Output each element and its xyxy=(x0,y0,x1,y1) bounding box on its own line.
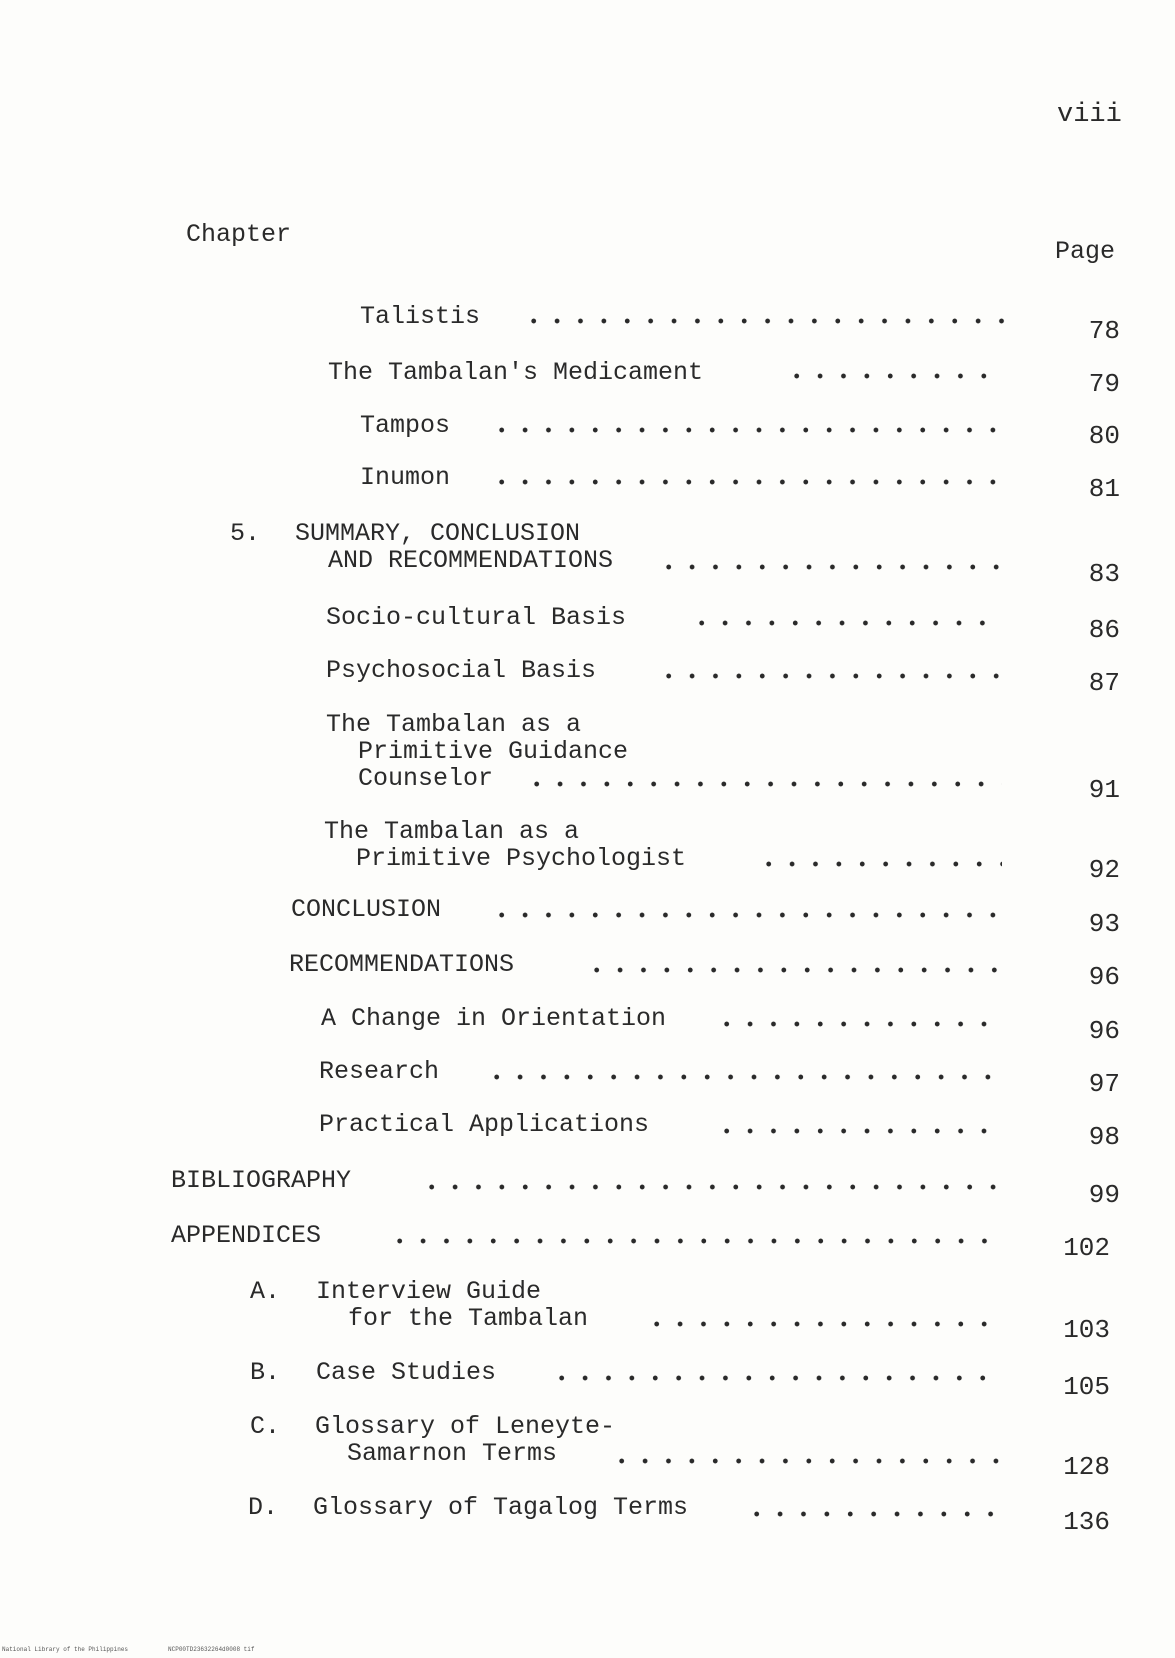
toc-entry-appendix-b xyxy=(0,1359,1175,1419)
page-number: viii xyxy=(1057,100,1122,130)
toc-entry-title-line-1: The Tambalan as a xyxy=(324,817,580,846)
toc-entry-research xyxy=(0,1058,1175,1118)
toc-entry-title: Socio-cultural Basis xyxy=(326,603,627,632)
toc-entry-page: 128 xyxy=(1063,1452,1110,1482)
appendix-label: D. xyxy=(248,1493,279,1522)
appendix-label: C. xyxy=(250,1412,281,1441)
scan-code: NCP00TD23632264d0008 tif xyxy=(168,1646,255,1653)
dot-leader xyxy=(690,620,1002,626)
toc-entry-title: A Change in Orientation xyxy=(321,1004,667,1033)
appendix-label: B. xyxy=(250,1358,281,1387)
toc-entry-title: Research xyxy=(319,1057,440,1086)
toc-entry-page: 99 xyxy=(1088,1180,1120,1210)
toc-entry-appendix-a xyxy=(0,1277,1175,1345)
toc-entry-title: Glossary of Tagalog Terms xyxy=(313,1493,689,1522)
toc-entry-title-line-2: Primitive Psychologist xyxy=(356,844,687,873)
toc-entry-title: Talistis xyxy=(360,302,481,331)
dot-leader xyxy=(550,1375,1002,1381)
dot-leader xyxy=(490,912,1002,918)
toc-entry-page: 102 xyxy=(1063,1233,1110,1263)
toc-entry-guidance-counselor xyxy=(0,710,1175,805)
dot-leader xyxy=(610,1458,1002,1464)
dot-leader xyxy=(525,781,1002,787)
dot-leader xyxy=(490,427,1000,433)
toc-entry-page: 79 xyxy=(1088,369,1120,399)
toc-entry-page: 97 xyxy=(1088,1069,1120,1099)
toc-entry-title-line-2: AND RECOMMENDATIONS xyxy=(328,546,614,575)
toc-entry-page: 80 xyxy=(1088,421,1120,451)
toc-entry-psychosocial-basis xyxy=(0,657,1175,717)
toc-entry-page: 78 xyxy=(1088,316,1120,346)
dot-leader xyxy=(745,1511,1002,1517)
toc-entry-medicament xyxy=(0,359,1175,419)
toc-entry-page: 136 xyxy=(1063,1507,1110,1537)
toc-entry-page: 83 xyxy=(1088,559,1120,589)
dot-leader xyxy=(522,318,1007,324)
dot-leader xyxy=(785,373,1000,379)
toc-entry-page: 81 xyxy=(1088,474,1120,504)
toc-entry-chapter-5 xyxy=(0,519,1175,589)
dot-leader xyxy=(485,1074,1002,1080)
toc-entry-page: 87 xyxy=(1088,668,1120,698)
toc-entry-title-line-1: SUMMARY, CONCLUSION xyxy=(295,519,581,548)
toc-entry-title-line-3: Counselor xyxy=(358,764,494,793)
toc-entry-title: APPENDICES xyxy=(171,1221,322,1250)
toc-entry-primitive-psychologist xyxy=(0,817,1175,885)
toc-entry-title: RECOMMENDATIONS xyxy=(289,950,515,979)
toc-entry-recommendations xyxy=(0,951,1175,1011)
toc-entry-inumon xyxy=(0,464,1175,524)
toc-entry-title-line-2: for the Tambalan xyxy=(348,1304,589,1333)
toc-entry-page: 103 xyxy=(1063,1315,1110,1345)
toc-entry-title: Psychosocial Basis xyxy=(326,656,597,685)
chapter-column-header: Chapter xyxy=(186,220,292,249)
dot-leader xyxy=(657,564,1002,570)
dot-leader xyxy=(490,479,1000,485)
toc-entry-appendix-c xyxy=(0,1412,1175,1482)
toc-entry-title: CONCLUSION xyxy=(291,895,442,924)
toc-entry-change-in-orientation xyxy=(0,1005,1175,1065)
toc-entry-bibliography xyxy=(0,1167,1175,1227)
library-credit: National Library of the Philippines xyxy=(2,1646,129,1653)
toc-entry-practical-applications xyxy=(0,1111,1175,1171)
chapter-label: 5. xyxy=(230,519,261,548)
toc-entry-socio-cultural-basis xyxy=(0,604,1175,664)
toc-entry-page: 91 xyxy=(1088,775,1120,805)
toc-entry-page: 96 xyxy=(1088,962,1120,992)
dot-leader xyxy=(715,1128,1002,1134)
dot-leader xyxy=(585,967,1002,973)
toc-entry-page: 92 xyxy=(1088,855,1120,885)
toc-entry-title-line-1: The Tambalan as a xyxy=(326,710,582,739)
toc-entry-appendices xyxy=(0,1222,1175,1282)
page-column-header: Page xyxy=(1055,237,1116,266)
toc-entry-title: Inumon xyxy=(360,463,451,492)
appendix-label: A. xyxy=(250,1277,281,1306)
toc-entry-page: 98 xyxy=(1088,1122,1120,1152)
toc-entry-page: 86 xyxy=(1088,615,1120,645)
scan-footer xyxy=(2,1646,294,1654)
toc-entry-page: 93 xyxy=(1088,909,1120,939)
dot-leader xyxy=(420,1184,1002,1190)
toc-entry-title: The Tambalan's Medicament xyxy=(328,358,704,387)
toc-entry-title: Tampos xyxy=(360,411,451,440)
dot-leader xyxy=(715,1021,1002,1027)
toc-entry-appendix-d xyxy=(0,1494,1175,1554)
toc-entry-title-line-2: Samarnon Terms xyxy=(347,1439,558,1468)
toc-entry-title-line-1: Glossary of Leneyte- xyxy=(315,1412,616,1441)
toc-entry-title: Case Studies xyxy=(316,1358,497,1387)
dot-leader xyxy=(645,1321,1002,1327)
toc-entry-talistis xyxy=(0,303,1175,363)
toc-entry-title-line-1: Interview Guide xyxy=(316,1277,542,1306)
dot-leader xyxy=(657,673,1002,679)
toc-entry-page: 105 xyxy=(1063,1372,1110,1402)
toc-entry-page: 96 xyxy=(1088,1016,1120,1046)
toc-entry-title: BIBLIOGRAPHY xyxy=(171,1166,352,1195)
toc-entry-tampos xyxy=(0,412,1175,472)
toc-entry-conclusion xyxy=(0,896,1175,956)
dot-leader xyxy=(388,1238,1002,1244)
toc-entry-title-line-2: Primitive Guidance xyxy=(358,737,629,766)
toc-entry-title: Practical Applications xyxy=(319,1110,650,1139)
dot-leader xyxy=(757,861,1002,867)
